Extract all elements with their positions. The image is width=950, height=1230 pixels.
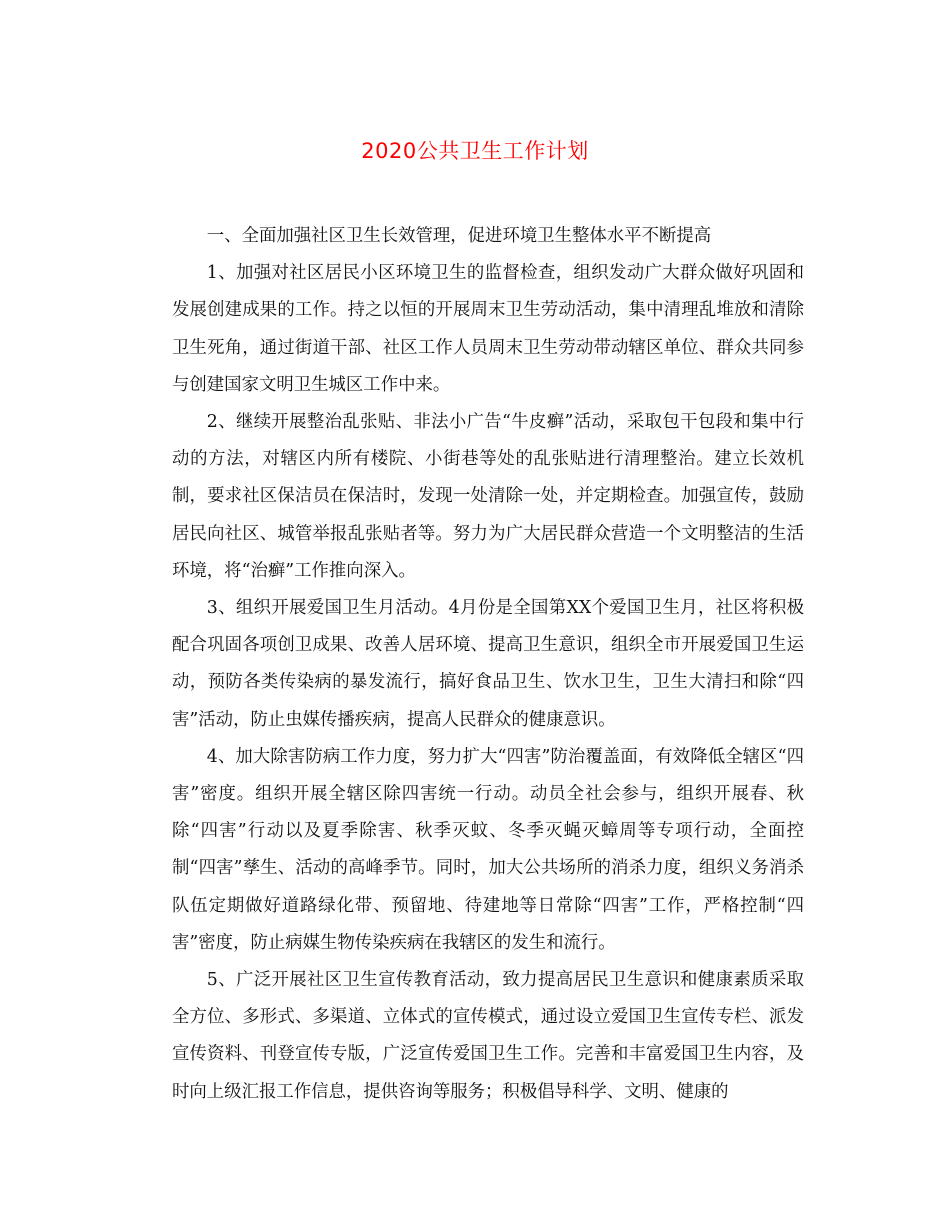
paragraph: 3、组织开展爱国卫生月活动。4月份是全国第XX个爱国卫生月，社区将积极配合巩固各项创卫成果、改善人居环境、提高卫生意识，组织全市开展爱国卫生运动，预防各类传染病的暴发流行，搞好食品卫生、饮水卫生，卫生大清扫和除“四害”活动，防止虫媒传播疾病，提高人民群众的健康意识。	[172, 598, 804, 730]
paragraph: 1、加强对社区居民小区环境卫生的监督检查，组织发动广大群众做好巩固和发展创建成果的工作。持之以恒的开展周末卫生劳动活动，集中清理乱堆放和清除卫生死角，通过街道干部、社区工作人员周末卫生劳动带动辖区单位、群众共同参与创建国家文明卫生城区工作中来。	[172, 263, 804, 395]
section-heading: 一、全面加强社区卫生长效管理，促进环境卫生整体水平不断提高	[206, 226, 712, 246]
paragraph: 5、广泛开展社区卫生宣传教育活动，致力提高居民卫生意识和健康素质采取全方位、多形式、多渠道、立体式的宣传模式，通过设立爱国卫生宣传专栏、派发宣传资料、刊登宣传专版，广泛宣传爱国卫生工作。完善和丰富爱国卫生内容，及时向上级汇报工作信息，提供咨询等服务；积极倡导科学、文明、健康的	[172, 970, 804, 1102]
document-title: 2020公共卫生工作计划	[361, 139, 589, 163]
paragraph: 2、继续开展整治乱张贴、非法小广告“牛皮癣”活动，采取包干包段和集中行动的方法，对辖区内所有楼院、小街巷等处的乱张贴进行清理整治。建立长效机制，要求社区保洁员在保洁时，发现一处清除一处，并定期检查。加强宣传，鼓励居民向社区、城管举报乱张贴者等。努力为广大居民群众营造一个文明整洁的生活环境，将“治癣”工作推向深入。	[172, 412, 804, 581]
paragraph: 4、加大除害防病工作力度，努力扩大“四害”防治覆盖面，有效降低全辖区“四害”密度。组织开展全辖区除四害统一行动。动员全社会参与，组织开展春、秋除“四害”行动以及夏季除害、秋季灭蚊、冬季灭蝇灭蟑周等专项行动，全面控制“四害”孳生、活动的高峰季节。同时，加大公共场所的消杀力度，组织义务消杀队伍定期做好道路绿化带、预留地、待建地等日常除“四害”工作，严格控制“四害”密度，防止病媒生物传染疾病在我辖区的发生和流行。	[172, 746, 804, 953]
document-body	[172, 218, 804, 1111]
